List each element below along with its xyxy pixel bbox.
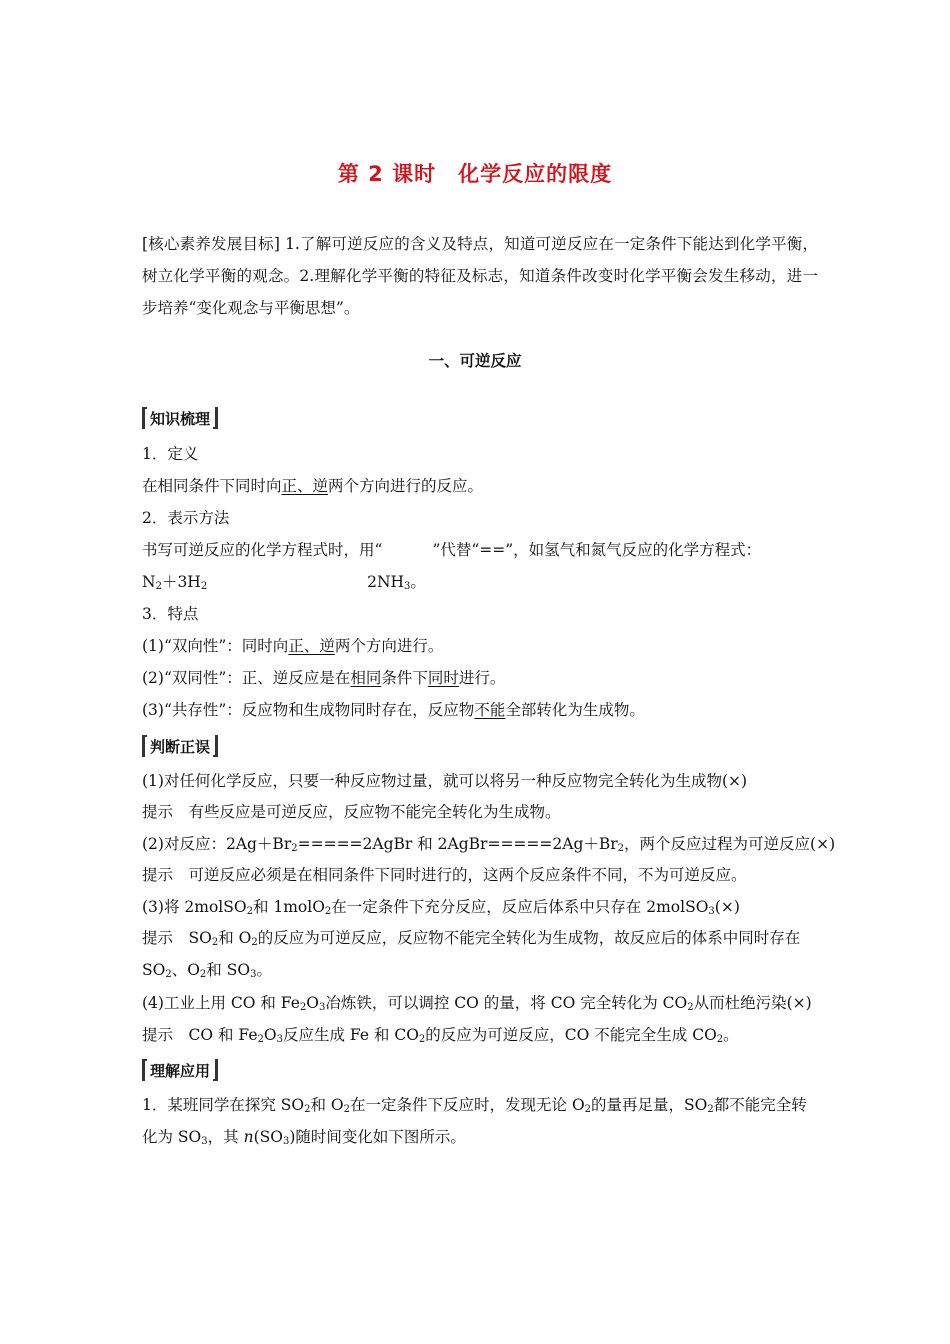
core-goals [142,228,818,324]
equation: $N_2+3H_2$ $2NH_3$。 [142,573,426,592]
goals-label: [核心素养发展目标] [142,235,280,253]
tag-knowledge: 知识梳理 [142,405,218,431]
judge-hint2: 提示 可逆反应必须是在相同条件下同时进行的，这两个反应条件不同，不为可逆反应。 [142,866,747,884]
judge-hint1: 提示 有些反应是可逆反应，反应物不能完全转化为生成物。 [142,803,561,821]
definition-text: 在相同条件下同时向正、逆两个方向进行的反应。 [142,477,484,495]
apply-problem-1: 1．某班同学在探究 $SO_2$和 $O_2$在一定条件下反应时，发现无论 $O_2$的量再足量，$SO_2$都不能完全转化为 $SO_3$，其 $n(SO_3)$随时间变化如下图所示。 [142,1096,807,1147]
feature-3: (3)“共存性”：反应物和生成物同时存在，反应物不能全部转化为生成物。 [142,701,645,719]
lesson-number: 第 2 课时 [337,162,437,186]
tag-judge: 判断正误 [142,733,218,759]
reversible-arrow-icon [212,574,362,592]
feature-2: (2)“双同性”：正、逆反应是在相同条件下同时进行。 [142,669,506,687]
method-text: 书写可逆反应的化学方程式时，用“ ”代替“==”，如氢气和氮气反应的化学方程式： [142,541,762,559]
judge-q3: (3)将 2molSO$_2$和 1molO$_2$在一定条件下充分反应，反应后体系中只存在 2molSO$_3$(×) [142,898,740,917]
goals-text: 1.了解可逆反应的含义及特点，知道可逆反应在一定条件下能达到化学平衡，树立化学平衡的观念。2.理解化学平衡的特征及标志，知道条件改变时化学平衡会发生移动，进一步培养“变化观念与平衡思想”。 [142,235,818,317]
feature-1: (1)“双向性”：同时向正、逆两个方向进行。 [142,637,444,655]
judge-q1: (1)对任何化学反应，只要一种反应物过量，就可以将另一种反应物完全转化为生成物(×) [142,772,748,790]
tag-apply: 理解应用 [142,1057,218,1083]
heading-features: 3．特点 [142,605,199,623]
judge-q2: (2)对反应：$2Ag+Br_2=====2AgBr$ 和 $2AgBr=====2Ag+Br_2$，两个反应过程为可逆反应(×) [142,835,836,854]
lesson-title: 化学反应的限度 [458,162,613,186]
judge-q4: (4)工业上用 CO 和 $Fe_2O_3$冶炼铁，可以调控 CO 的量，将 CO 完全转化为 $CO_2$从而杜绝污染(×) [142,994,812,1013]
heading-method: 2．表示方法 [142,509,230,527]
heading-definition: 1．定义 [142,445,199,463]
section-heading: 一、可逆反应 [428,352,522,370]
judge-hint3: 提示 $SO_2$和 $O_2$的反应为可逆反应，反应物不能完全转化为生成物，故反应后的体系中同时存在 $SO_2$、$O_2$和 $SO_3$。 [142,929,801,980]
page-title [0,158,950,188]
judge-hint4: 提示 CO 和 $Fe_2O_3$反应生成 Fe 和 $CO_2$的反应为可逆反应，CO 不能完全生成 $CO_2$。 [142,1026,739,1045]
